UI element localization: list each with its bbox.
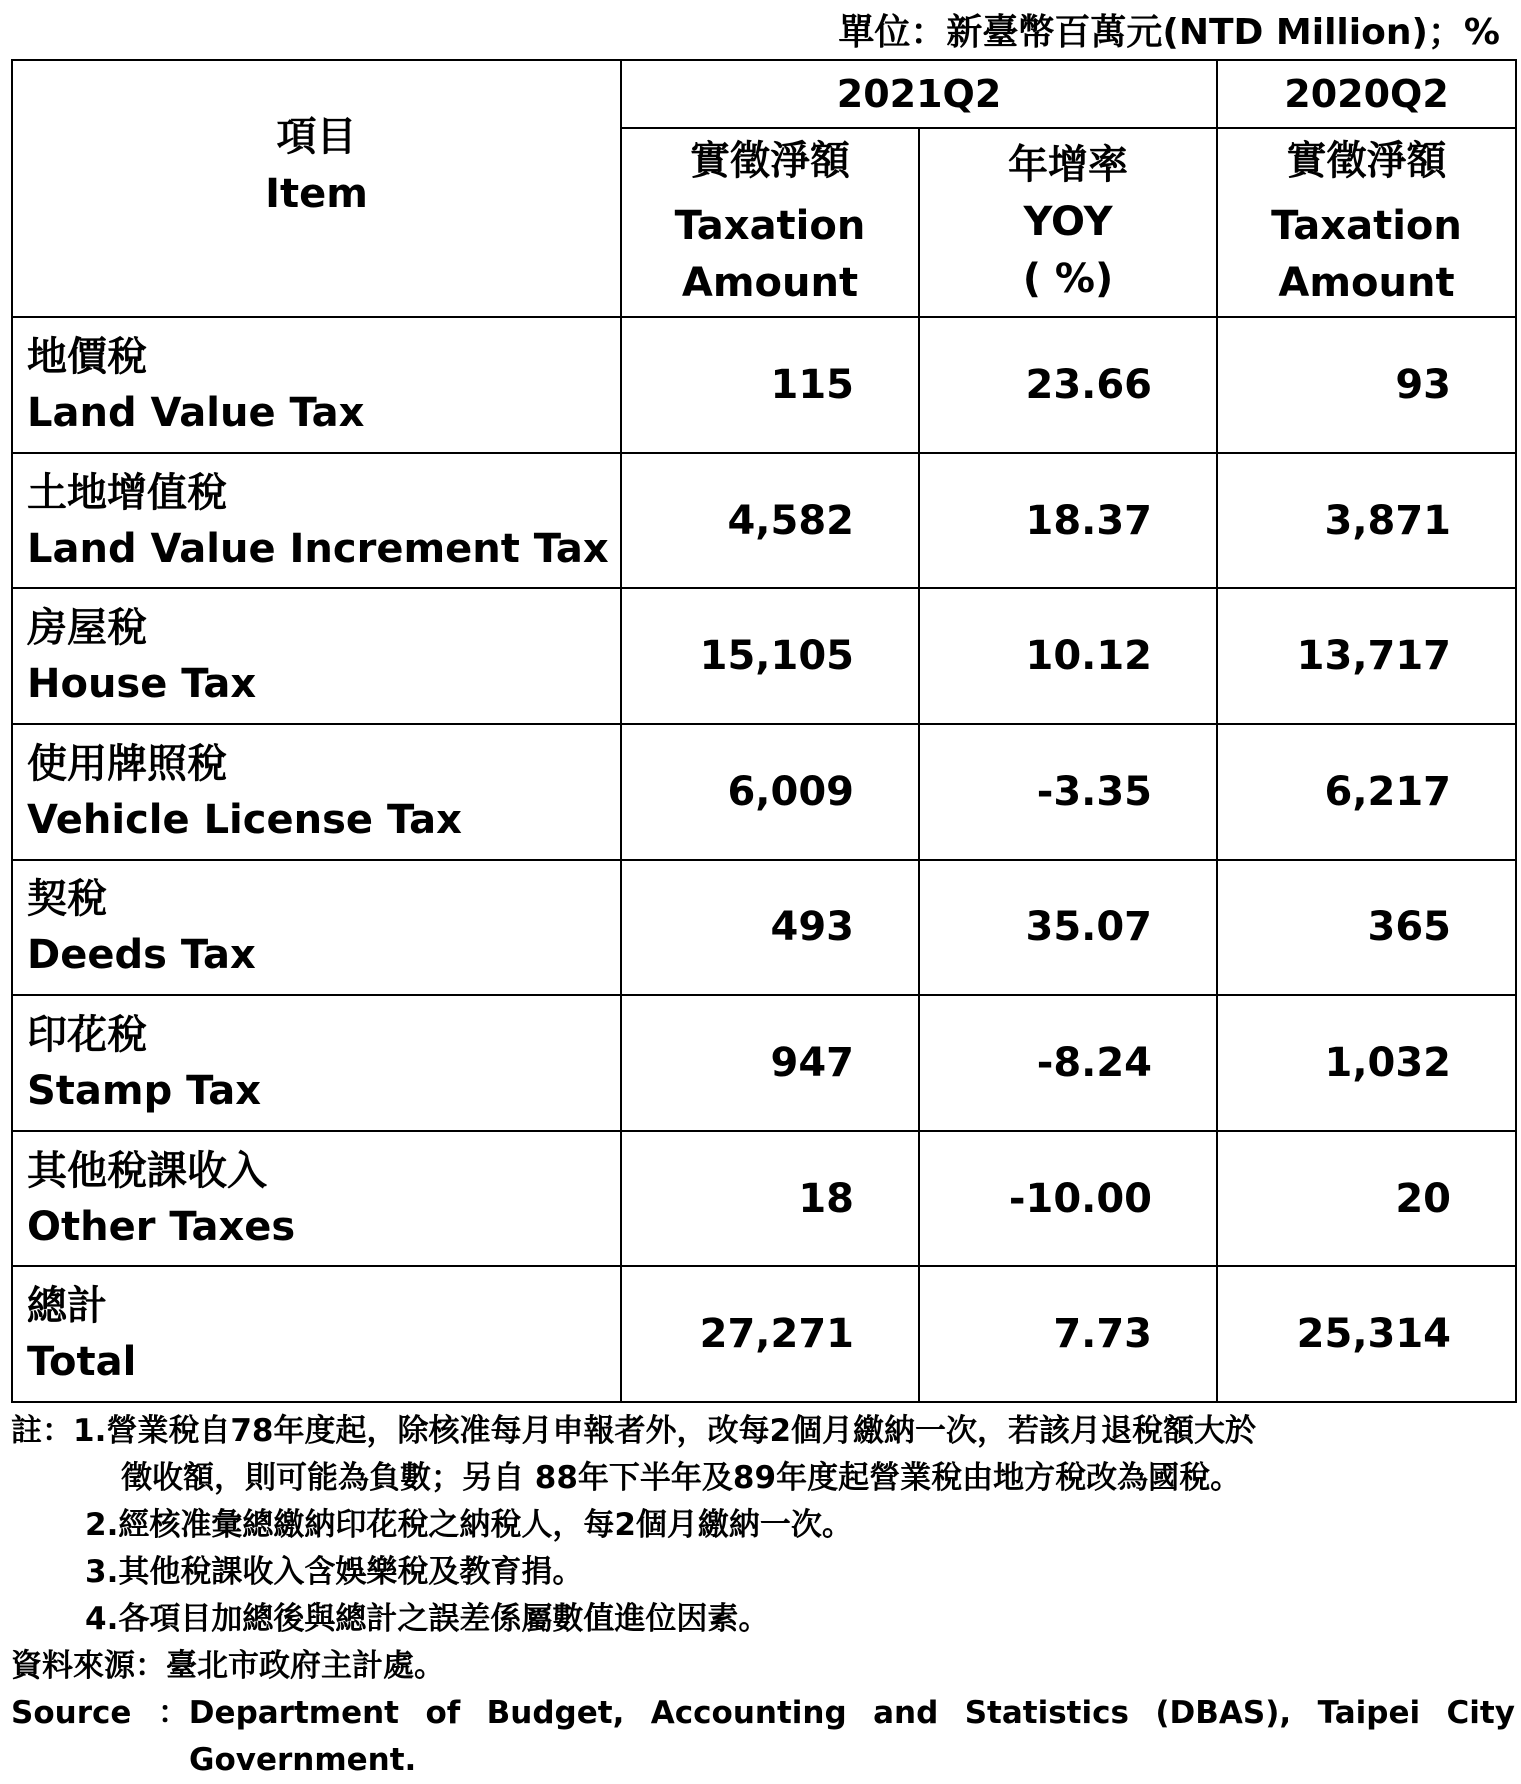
source-en-line-1 xyxy=(11,1690,1515,1737)
cell-yoy: 35.07 xyxy=(919,860,1217,996)
row-item-zh: 使用牌照稅 xyxy=(27,740,227,787)
row-item-en: House Tax xyxy=(27,661,257,708)
header-yoy-zh: 年增率 xyxy=(1008,142,1128,189)
cell-amount-2020: 13,717 xyxy=(1217,588,1516,724)
cell-amount-2021: 27,271 xyxy=(621,1266,919,1402)
row-item xyxy=(12,995,621,1131)
table-row-total xyxy=(12,1266,1516,1402)
row-item-zh: 土地增值稅 xyxy=(27,469,227,516)
cell-amount-2021: 947 xyxy=(621,995,919,1131)
table-row-stamp-tax xyxy=(12,995,1516,1131)
source-word: Taipei xyxy=(1317,1695,1421,1731)
header-amount-en-1: Taxation xyxy=(1271,203,1462,250)
row-item xyxy=(12,1266,621,1402)
notes-section xyxy=(11,1408,1515,1784)
cell-yoy: 18.37 xyxy=(919,453,1217,589)
row-item xyxy=(12,588,621,724)
header-item xyxy=(12,60,621,317)
row-item-en: Land Value Tax xyxy=(27,389,365,436)
header-amount-en-1: Taxation xyxy=(674,203,866,250)
note-1-line-1: 註：1.營業稅自78年度起，除核准每月申報者外，改每2個月繳納一次，若該月退稅額大於 xyxy=(11,1413,1257,1449)
row-item xyxy=(12,453,621,589)
row-item-zh: 總計 xyxy=(27,1283,107,1330)
cell-yoy: -10.00 xyxy=(919,1131,1217,1267)
row-item-zh: 地價稅 xyxy=(27,333,147,380)
row-item xyxy=(12,860,621,996)
table-row-land-value-tax xyxy=(12,317,1516,453)
cell-yoy: 10.12 xyxy=(919,588,1217,724)
cell-amount-2021: 18 xyxy=(621,1131,919,1267)
row-item xyxy=(12,317,621,453)
source-word: Budget, xyxy=(486,1695,625,1731)
header-amount-2020 xyxy=(1217,128,1516,317)
header-year-current: 2021Q2 xyxy=(621,60,1217,128)
cell-yoy: -8.24 xyxy=(919,995,1217,1131)
cell-amount-2021: 493 xyxy=(621,860,919,996)
header-item-en: Item xyxy=(265,170,368,217)
header-year-previous: 2020Q2 xyxy=(1217,60,1516,128)
cell-yoy: -3.35 xyxy=(919,724,1217,860)
row-item-zh: 房屋稅 xyxy=(27,605,147,652)
cell-amount-2021: 6,009 xyxy=(621,724,919,860)
table-row-vehicle-license-tax xyxy=(12,724,1516,860)
source-word: Source xyxy=(11,1695,132,1731)
header-amount-zh: 實徵淨額 xyxy=(690,138,850,185)
row-item-zh: 契稅 xyxy=(27,876,107,923)
header-yoy xyxy=(919,128,1217,317)
table-row-house-tax xyxy=(12,588,1516,724)
row-item-zh: 印花稅 xyxy=(27,1011,147,1058)
header-yoy-en: YOY xyxy=(1023,199,1113,246)
cell-yoy: 23.66 xyxy=(919,317,1217,453)
cell-amount-2020: 20 xyxy=(1217,1131,1516,1267)
header-amount-2021 xyxy=(621,128,919,317)
source-zh: 資料來源：臺北市政府主計處。 xyxy=(11,1648,445,1684)
source-word: of xyxy=(425,1695,461,1731)
row-item-en: Vehicle License Tax xyxy=(27,796,462,843)
cell-amount-2020: 93 xyxy=(1217,317,1516,453)
header-amount-en-2: Amount xyxy=(681,260,859,307)
header-amount-zh: 實徵淨額 xyxy=(1286,138,1447,185)
row-item-en: Land Value Increment Tax xyxy=(27,525,609,572)
source-word: Accounting xyxy=(650,1695,847,1731)
row-item xyxy=(12,724,621,860)
cell-amount-2020: 365 xyxy=(1217,860,1516,996)
cell-amount-2020: 6,217 xyxy=(1217,724,1516,860)
source-word: Statistics xyxy=(964,1695,1129,1731)
row-item-en: Total xyxy=(27,1339,137,1386)
cell-amount-2021: 4,582 xyxy=(621,453,919,589)
header-yoy-unit: ( %) xyxy=(1022,256,1114,303)
note-4: 4.各項目加總後與總計之誤差係屬數值進位因素。 xyxy=(85,1601,770,1637)
cell-yoy: 7.73 xyxy=(919,1266,1217,1402)
unit-label: 單位：新臺幣百萬元(NTD Million)；% xyxy=(838,12,1500,53)
row-item-en: Other Taxes xyxy=(27,1203,296,1250)
row-item-en: Deeds Tax xyxy=(27,932,256,979)
note-1-line-2: 徵收額，則可能為負數；另自 88年下半年及89年度起營業稅由地方稅改為國稅。 xyxy=(121,1460,1242,1496)
source-word: and xyxy=(873,1695,939,1731)
source-word: ：Department xyxy=(157,1695,400,1731)
table-row-land-value-increment-tax xyxy=(12,453,1516,589)
cell-amount-2020: 1,032 xyxy=(1217,995,1516,1131)
row-item xyxy=(12,1131,621,1267)
header-amount-en-2: Amount xyxy=(1278,260,1455,307)
table-row-deeds-tax xyxy=(12,860,1516,996)
row-item-en: Stamp Tax xyxy=(27,1067,262,1114)
cell-amount-2020: 3,871 xyxy=(1217,453,1516,589)
source-word: City xyxy=(1446,1695,1515,1731)
cell-amount-2021: 15,105 xyxy=(621,588,919,724)
cell-amount-2021: 115 xyxy=(621,317,919,453)
tax-revenue-table xyxy=(11,59,1517,1403)
note-2: 2.經核准彙總繳納印花稅之納稅人，每2個月繳納一次。 xyxy=(85,1507,853,1543)
row-item-zh: 其他稅課收入 xyxy=(27,1147,267,1194)
table-row-other-taxes xyxy=(12,1131,1516,1267)
header-item-zh: 項目 xyxy=(276,113,357,160)
cell-amount-2020: 25,314 xyxy=(1217,1266,1516,1402)
note-3: 3.其他稅課收入含娛樂稅及教育捐。 xyxy=(85,1554,584,1590)
source-word: (DBAS), xyxy=(1155,1695,1292,1731)
source-en-line-2: Government. xyxy=(189,1742,417,1778)
